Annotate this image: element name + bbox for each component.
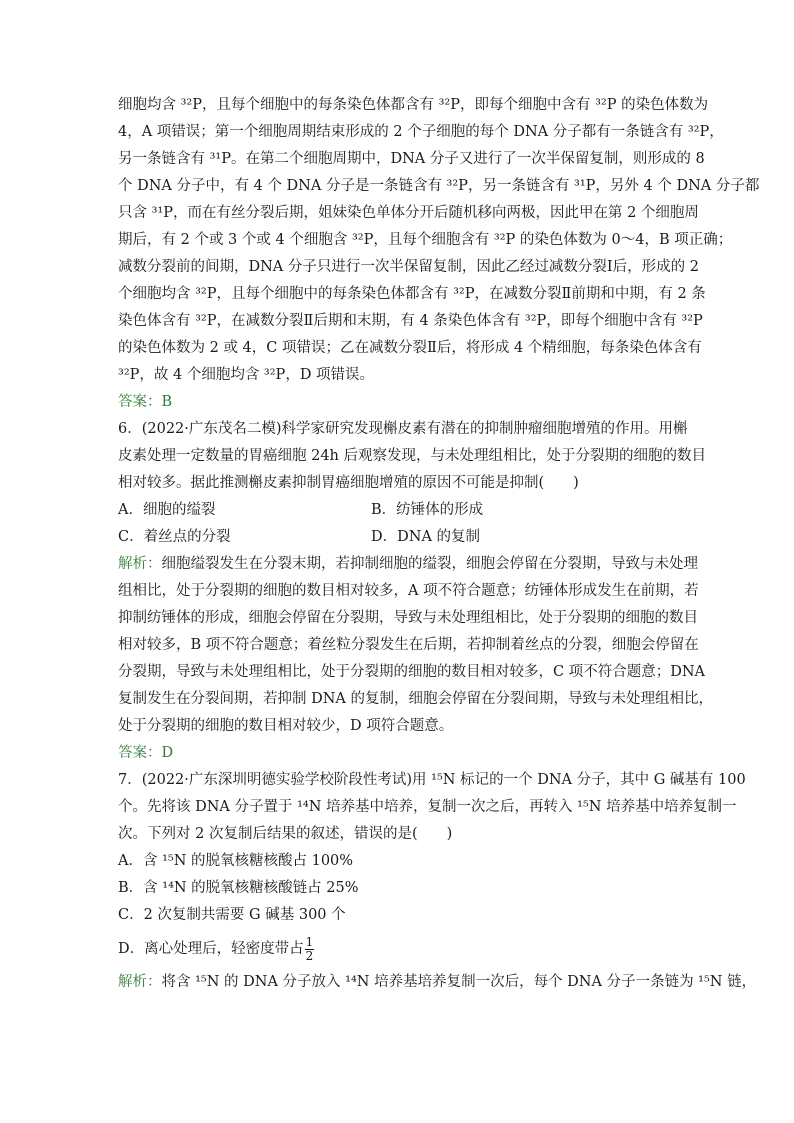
- analysis-line: 复制发生在分裂间期，若抑制 DNA 的复制，细胞会停留在分裂间期，导致与未处理组相比，: [118, 691, 713, 707]
- answer-value: B: [161, 394, 173, 410]
- question-stem-line: 次。下列对 2 次复制后结果的叙述，错误的是( ): [118, 826, 453, 842]
- options-row-cd: [118, 524, 680, 551]
- text-line: 个细胞均含 ³²P，且每个细胞中的每条染色体都含有 ³²P，在减数分裂Ⅱ前期和中期，有 2 条: [118, 286, 706, 302]
- option-b: B．含 ¹⁴N 的脱氧核糖核酸链占 25%: [118, 880, 359, 896]
- question-stem-line: 个。先将该 DNA 分子置于 ¹⁴N 培养基中培养，复制一次之后，再转入 ¹⁵N 培养基中培养复制一: [118, 799, 737, 815]
- text-line: 个 DNA 分子中，有 4 个 DNA 分子是一条链含有 ³²P，另一条链含有 ³¹P，另外 4 个 DNA 分子都: [118, 178, 760, 194]
- text-line: 只含 ³¹P，而在有丝分裂后期，姐妹染色单体分开后随机移向两极，因此甲在第 2 个细胞周: [118, 205, 699, 221]
- analysis-label: 解析：: [118, 974, 162, 990]
- question-stem-line: 7．(2022·广东深圳明德实验学校阶段性考试)用 ¹⁵N 标记的一个 DNA 分子，其中 G 碱基有 100: [118, 772, 746, 788]
- option-d-text: D．离心处理后，轻密度带占: [118, 941, 304, 957]
- analysis-line: 组相比，处于分裂期的细胞的数目相对较多，A 项不符合题意；纺锤体形成发生在前期，若: [118, 583, 699, 599]
- analysis-line: 抑制纺锤体的形成，细胞会停留在分裂期，导致与未处理组相比，处于分裂期的细胞的数目: [118, 610, 698, 626]
- text-line: 4，A 项错误；第一个细胞周期结束形成的 2 个子细胞的每个 DNA 分子都有一条链含有 ³²P，: [118, 124, 724, 140]
- answer-label: 答案：: [118, 745, 162, 761]
- option-c: C．着丝点的分裂: [118, 529, 231, 545]
- analysis-text: 细胞缢裂发生在分裂末期，若抑制细胞的缢裂，细胞会停留在分裂期，导致与未处理: [161, 556, 698, 572]
- option-d: D．DNA 的复制: [371, 529, 481, 545]
- answer-value: D: [161, 745, 174, 761]
- answer-label: 答案：: [118, 394, 162, 410]
- question-6: [118, 416, 713, 767]
- option-a: A．含 ¹⁵N 的脱氧核糖核酸占 100%: [118, 853, 354, 869]
- option-c: C．2 次复制共需要 G 碱基 300 个: [118, 907, 346, 923]
- question-7: [118, 767, 757, 996]
- question-stem-line: 皮素处理一定数量的胃癌细胞 24h 后观察发现，与未处理组相比，处于分裂期的细胞的数目: [118, 448, 707, 464]
- fraction-denominator: 2: [305, 948, 314, 963]
- text-line: ³²P，故 4 个细胞均含 ³²P，D 项错误。: [118, 367, 375, 383]
- question-stem-line: 相对较多。据此推测槲皮素抑制胃癌细胞增殖的原因不可能是抑制( ): [118, 475, 579, 491]
- text-line: 期后，有 2 个或 3 个或 4 个细胞含 ³²P，且每个细胞含有 ³²P 的染色体数为 0～4，B 项正确；: [118, 232, 733, 248]
- analysis-line: [118, 969, 757, 996]
- analysis: [118, 551, 713, 740]
- option-d: [118, 929, 680, 969]
- document-page: [118, 92, 760, 996]
- fraction-numerator: 1: [305, 934, 314, 949]
- options-row-ab: [118, 497, 680, 524]
- prev-answer: [118, 389, 680, 416]
- text-line: 的染色体数为 2 或 4，C 项错误；乙在减数分裂Ⅱ后，将形成 4 个精细胞，每条染色体含有: [118, 340, 702, 356]
- analysis-line: 处于分裂期的细胞的数目相对较少，D 项符合题意。: [118, 718, 454, 734]
- analysis-line: 相对较多，B 项不符合题意；着丝粒分裂发生在后期，若抑制着丝点的分裂，细胞会停留在: [118, 637, 699, 653]
- analysis-line: 分裂期，导致与未处理组相比，处于分裂期的细胞的数目相对较多，C 项不符合题意；DNA: [118, 664, 705, 680]
- text-line: 减数分裂前的间期，DNA 分子只进行一次半保留复制，因此乙经过减数分裂Ⅰ后，形成的 2: [118, 259, 699, 275]
- option-b: B．纺锤体的形成: [371, 502, 484, 518]
- q6-answer: [118, 740, 680, 767]
- analysis-line: [118, 551, 698, 578]
- text-line: 另一条链含有 ³¹P。在第二个细胞周期中，DNA 分子又进行了一次半保留复制，则形成的 8: [118, 151, 705, 167]
- prev-explanation: [118, 92, 760, 389]
- option-a: A．细胞的缢裂: [118, 502, 216, 518]
- text-line: 染色体含有 ³²P，在减数分裂Ⅱ后期和末期，有 4 条染色体含有 ³²P，即每个细胞中含有 ³²P: [118, 313, 703, 329]
- analysis-label: 解析：: [118, 556, 162, 572]
- text-line: 细胞均含 ³²P，且每个细胞中的每条染色体都含有 ³²P，即每个细胞中含有 ³²P 的染色体数为: [118, 97, 709, 113]
- fraction: [305, 936, 315, 963]
- analysis-text: 将含 ¹⁵N 的 DNA 分子放入 ¹⁴N 培养基培养复制一次后，每个 DNA 分子一条链为 ¹⁵N 链，: [161, 974, 757, 990]
- question-stem-line: 6．(2022·广东茂名二模)科学家研究发现槲皮素有潜在的抑制肿瘤细胞增殖的作用。用槲: [118, 421, 688, 437]
